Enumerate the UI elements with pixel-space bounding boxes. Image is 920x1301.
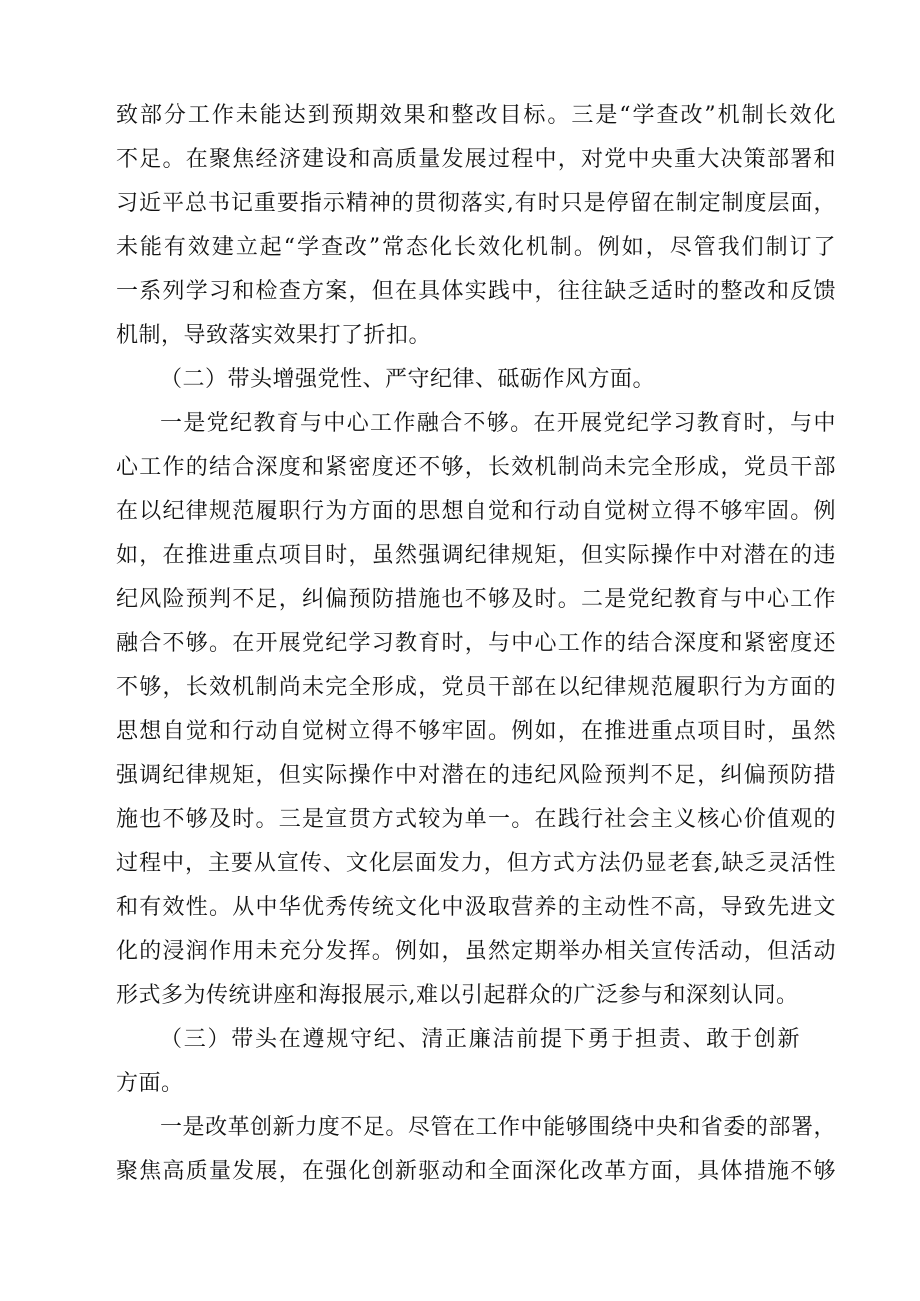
text-line: 聚焦高质量发展，在强化创新驱动和全面深化改革方面，具体措施不够	[116, 1159, 836, 1184]
text-line: 习近平总书记重要指示精神的贯彻落实,有时只是停留在制定制度层面，	[116, 191, 836, 216]
text-line: 纪风险预判不足，纠偏预防措施也不够及时。二是党纪教育与中心工作	[116, 587, 836, 612]
text-line: 和有效性。从中华优秀传统文化中汲取营养的主动性不高，导致先进文	[116, 895, 836, 920]
text-line: 一系列学习和检查方案，但在具体实践中，往往缺乏适时的整改和反馈	[116, 279, 836, 304]
text-line: 强调纪律规矩，但实际操作中对潜在的违纪风险预判不足，纠偏预防措	[116, 763, 836, 788]
text-line: 如，在推进重点项目时，虽然强调纪律规矩，但实际操作中对潜在的违	[116, 543, 836, 568]
text-line: 思想自觉和行动自觉树立得不够牢固。例如，在推进重点项目时，虽然	[116, 719, 836, 744]
text-line: 未能有效建立起“学查改”常态化长效化机制。例如，尽管我们制订了	[116, 235, 836, 260]
text-line: 化的浸润作用未充分发挥。例如，虽然定期举办相关宣传活动，但活动	[116, 939, 836, 964]
section-heading-3: （三）带头在遵规守纪、清正廉洁前提下勇于担责、敢于创新	[160, 1027, 800, 1052]
paragraph-first-line: 一是党纪教育与中心工作融合不够。在开展党纪学习教育时，与中	[160, 411, 836, 436]
text-line: 机制，导致落实效果打了折扣。	[116, 323, 432, 348]
text-line: 不够，长效机制尚未完全形成，党员干部在以纪律规范履职行为方面的	[116, 675, 836, 700]
paragraph-first-line: 一是改革创新力度不足。尽管在工作中能够围绕中央和省委的部署，	[160, 1115, 836, 1140]
section-heading-3-continued: 方面。	[116, 1071, 184, 1096]
text-line: 致部分工作未能达到预期效果和整改目标。三是“学查改”机制长效化	[116, 103, 836, 128]
text-line: 心工作的结合深度和紧密度还不够，长效机制尚未完全形成，党员干部	[116, 455, 836, 480]
text-line: 施也不够及时。三是宣贯方式较为单一。在践行社会主义核心价值观的	[116, 807, 836, 832]
text-line: 不足。在聚焦经济建设和高质量发展过程中，对党中央重大决策部署和	[116, 147, 836, 172]
text-line: 过程中，主要从宣传、文化层面发力，但方式方法仍显老套,缺乏灵活性	[116, 851, 836, 876]
text-line: 在以纪律规范履职行为方面的思想自觉和行动自觉树立得不够牢固。例	[116, 499, 836, 524]
section-heading-2: （二）带头增强党性、严守纪律、砥砺作风方面。	[160, 367, 656, 392]
text-line: 形式多为传统讲座和海报展示,难以引起群众的广泛参与和深刻认同。	[116, 983, 799, 1008]
text-line: 融合不够。在开展党纪学习教育时，与中心工作的结合深度和紧密度还	[116, 631, 836, 656]
